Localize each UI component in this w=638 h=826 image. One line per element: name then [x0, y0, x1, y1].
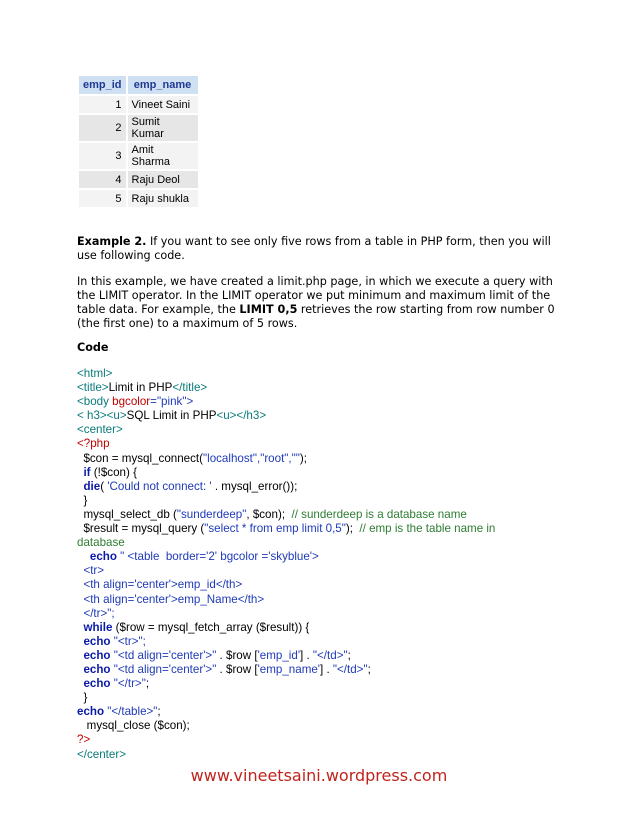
code-line: </center> — [77, 747, 126, 761]
code-line: if (!$con) { — [83, 465, 137, 479]
code-block — [77, 367, 557, 762]
code-line: <th align='center'>emp_Name</th> — [77, 592, 265, 606]
code-line: ?> — [77, 733, 91, 747]
table-header-row — [79, 76, 198, 94]
table-cell-emp-id: 5 — [79, 190, 126, 207]
table-cell-emp-name: Amit Sharma — [128, 143, 198, 169]
code-line: <tr> — [77, 564, 105, 578]
code-line: <th align='center'>emp_id</th> — [77, 578, 243, 592]
table-cell-emp-name: Vineet Saini — [128, 96, 198, 113]
explanation-text-before: In this example, we have created a limit.php page, in which we execute a query with the LIMIT operator. In the LIMIT operator we put minimum and maximum limit of the table data. For example, the — [77, 275, 553, 316]
table-row — [79, 143, 198, 169]
example-paragraph — [77, 235, 557, 263]
table-cell-emp-id: 3 — [79, 143, 126, 169]
code-line: <center> — [77, 423, 123, 437]
code-line: echo " <table border='2' bgcolor ='skyblue'> — [89, 550, 319, 564]
code-line: while ($row = mysql_fetch_array ($result)) { — [83, 620, 310, 634]
code-line: </tr>"; — [77, 606, 115, 620]
example-label: Example 2. — [77, 235, 147, 248]
table-cell-emp-id: 4 — [79, 171, 126, 188]
example-text: If you want to see only five rows from a table in PHP form, then you will use following code. — [77, 235, 551, 262]
table-header-emp-name: emp_name — [128, 76, 198, 94]
code-line: <body bgcolor="pink"> — [77, 395, 194, 409]
code-line: < h3><u>SQL Limit in PHP<u></h3> — [77, 409, 267, 423]
code-line: <?php — [77, 437, 110, 451]
table-header-emp-id: emp_id — [79, 76, 126, 94]
code-line: die( 'Could not connect: ' . mysql_error()); — [83, 479, 298, 493]
table-cell-emp-id: 2 — [79, 115, 126, 141]
code-line: echo "</table>"; — [77, 705, 161, 719]
code-line: <html> — [77, 367, 113, 380]
code-line: echo "<tr>"; — [83, 634, 146, 648]
table-cell-emp-name: Sumit Kumar — [128, 115, 198, 141]
explanation-text-after: retrieves the row starting from row number 0 (the first one) to a maximum of 5 rows. — [77, 303, 555, 330]
code-line: $result = mysql_query ("select * from emp limit 0,5"); // emp is the table name in — [77, 522, 496, 536]
table-cell-emp-name: Raju shukla — [128, 190, 198, 207]
code-line: database — [77, 536, 125, 550]
explanation-bold: LIMIT 0,5 — [239, 303, 298, 316]
table-cell-emp-name: Raju Deol — [128, 171, 198, 188]
code-line: echo "<td align='center'>" . $row ['emp_name'] . "</td>"; — [83, 662, 371, 676]
table-row — [79, 115, 198, 141]
table-cell-emp-id: 1 — [79, 96, 126, 113]
code-heading: Code — [77, 341, 109, 354]
footer-website-link[interactable]: www.vineetsaini.wordpress.com — [190, 766, 448, 785]
table-row — [79, 171, 198, 188]
code-line: mysql_close ($con); — [77, 719, 190, 733]
emp-table — [77, 74, 200, 209]
code-line: } — [77, 493, 88, 507]
code-line: <title>Limit in PHP</title> — [77, 381, 208, 395]
code-line: echo "</tr>"; — [83, 677, 150, 691]
explanation-paragraph — [77, 275, 557, 331]
table-row — [79, 96, 198, 113]
table-row — [79, 190, 198, 207]
code-line: $con = mysql_connect("localhost","root",""); — [77, 451, 307, 465]
code-line: } — [77, 691, 88, 705]
code-line: mysql_select_db ("sunderdeep", $con); // sunderdeep is a database name — [77, 507, 467, 521]
code-line: echo "<td align='center'>" . $row ['emp_id'] . "</td>"; — [83, 648, 351, 662]
